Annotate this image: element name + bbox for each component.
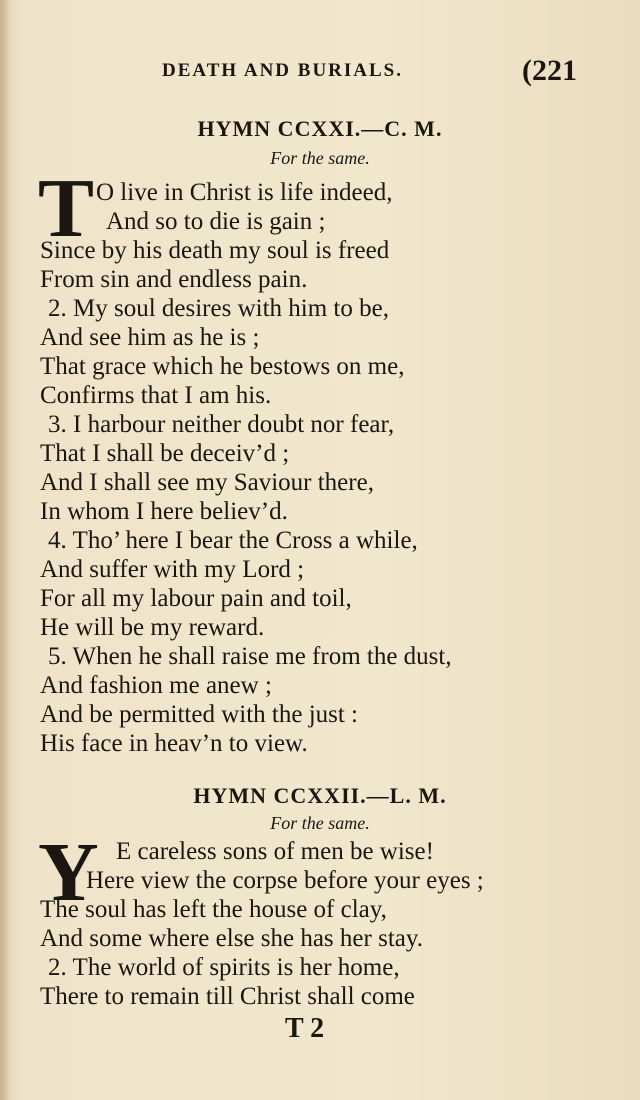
page-number: (221	[522, 54, 577, 87]
signature-mark: T 2	[285, 1013, 325, 1044]
hymn-verses	[38, 826, 620, 1011]
verse-line: From sin and endless pain.	[40, 266, 308, 293]
hymn-title: HYMN CCXXII.—L. M.	[193, 783, 447, 808]
verse-line: 2. My soul desires with him to be,	[48, 295, 389, 322]
hymn-subtitle: For the same.	[270, 813, 370, 833]
drop-cap-letter: Y	[38, 826, 99, 919]
verse-line: He will be my reward.	[40, 614, 265, 641]
verse-line: His face in heav’n to view.	[40, 730, 308, 757]
verse-line: Confirms that I am his.	[40, 382, 272, 409]
verse-line: And see him as he is ;	[40, 324, 260, 351]
verse-line: There to remain till Christ shall come	[40, 983, 415, 1010]
verse-line: And so to die is gain ;	[106, 208, 326, 235]
verse-line: 4. Tho’ here I bear the Cross a while,	[48, 527, 418, 554]
verse-line: For all my labour pain and toil,	[40, 585, 352, 612]
verse-line: And I shall see my Saviour there,	[40, 469, 374, 496]
verse-line: 3. I harbour neither doubt nor fear,	[48, 411, 395, 438]
verse-line: In whom I here believ’d.	[40, 498, 288, 525]
verse-line: Since by his death my soul is freed	[40, 237, 390, 264]
verse-line: And be permitted with the just :	[40, 701, 359, 728]
verse-line: E careless sons of men be wise!	[116, 838, 434, 865]
verse-line: And some where else she has her stay.	[40, 925, 423, 952]
verse-line: And fashion me anew ;	[40, 672, 272, 699]
verse-line: And suffer with my Lord ;	[40, 556, 305, 583]
hymn-verses	[40, 178, 620, 758]
running-head: DEATH AND BURIALS.	[162, 60, 403, 81]
verse-line: That I shall be deceiv’d ;	[40, 440, 290, 467]
verse-line: That grace which he bestows on me,	[40, 353, 405, 380]
hymn-subtitle: For the same.	[270, 148, 370, 168]
drop-cap-letter: T	[38, 162, 95, 255]
verse-line: O live in Christ is life indeed,	[96, 179, 393, 206]
hymn-title: HYMN CCXXI.—C. M.	[197, 116, 443, 141]
verse-line: The soul has left the house of clay,	[40, 896, 387, 923]
verse-line: Here view the corpse before your eyes ;	[86, 867, 484, 894]
verse-line: 5. When he shall raise me from the dust,	[48, 643, 452, 670]
verse-line: 2. The world of spirits is her home,	[48, 954, 400, 981]
